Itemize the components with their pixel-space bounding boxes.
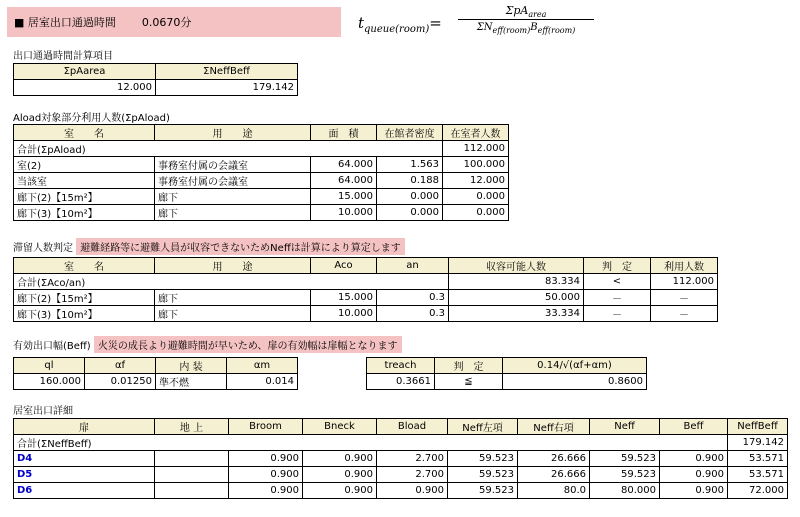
room-name: 廊下(2)【15m²】 [14, 189, 155, 205]
header-room-name: 室 名 [14, 125, 155, 141]
ql-value: 160.000 [14, 374, 85, 390]
table-row [14, 467, 788, 483]
beff-note: 火災の成長より避難時間が早いため、扉の有効幅は扉幅となります [94, 336, 402, 353]
header-judge: 判 定 [584, 258, 651, 274]
header-ground: 地 上 [155, 419, 229, 435]
stay-total-judge: < [584, 274, 651, 290]
table-row [14, 306, 718, 322]
table-row [14, 173, 509, 189]
table-row [14, 483, 788, 499]
judge-value: ≦ [435, 374, 503, 390]
room-density: 0.000 [377, 189, 443, 205]
door-neff-left: 59.523 [448, 451, 518, 467]
header-door: 扉 [14, 419, 155, 435]
beff-title: 有効出口幅(Beff) [13, 341, 91, 352]
room-area: 10.000 [311, 205, 377, 221]
table-row [14, 157, 509, 173]
sum-parea-value: 12.000 [14, 80, 156, 96]
room-judge: － [584, 290, 651, 306]
door-neff-right: 26.666 [518, 451, 590, 467]
header-alpha-m: αm [227, 358, 298, 374]
header-occupants: 在室者人数 [443, 125, 509, 141]
stay-section-header [13, 238, 405, 255]
room-an: 0.3 [377, 306, 449, 322]
door-neff-left: 59.523 [448, 483, 518, 499]
header-sum-neffbeff: ΣNeffBeff [156, 64, 298, 80]
door-beff: 0.900 [660, 483, 728, 499]
door-neff: 80.000 [590, 483, 660, 499]
interior-value: 準不燃 [156, 374, 227, 390]
room-use: 廊下 [155, 205, 311, 221]
door-ground [155, 467, 229, 483]
stay-note: 避難経路等に避難人員が収容できないためNeffは計算により算定します [76, 238, 405, 255]
stay-title: 滞留人数判定 [13, 243, 73, 254]
door-bneck: 0.900 [303, 483, 377, 499]
stay-total-label: 合計(ΣAco/an) [14, 274, 449, 290]
door-broom: 0.900 [229, 451, 303, 467]
alpha-m-value: 0.014 [227, 374, 298, 390]
aload-total-row [14, 141, 509, 157]
queue-time-formula [358, 4, 598, 40]
room-people: 100.000 [443, 157, 509, 173]
door-neff: 59.523 [590, 451, 660, 467]
table-row [14, 205, 509, 221]
stay-total-row [14, 274, 718, 290]
room-density: 0.000 [377, 205, 443, 221]
header-neffbeff: NeffBeff [728, 419, 788, 435]
header-capacity: 収容可能人数 [449, 258, 584, 274]
door-neff-right: 26.666 [518, 467, 590, 483]
formula-denominator: $\Sigma N_{eff(room)}B_{eff(room)}$ [476, 22, 576, 35]
room-area: 15.000 [311, 189, 377, 205]
aload-table [13, 124, 509, 221]
header-room-name: 室 名 [14, 258, 155, 274]
door-ground [155, 451, 229, 467]
beff-left-table [13, 357, 298, 390]
exit-detail-title: 居室出口詳細 [13, 406, 73, 417]
door-bneck: 0.900 [303, 467, 377, 483]
header-bload: Bload [377, 419, 448, 435]
room-area: 64.000 [311, 173, 377, 189]
room-capacity: 33.334 [449, 306, 584, 322]
door-neff-right: 80.0 [518, 483, 590, 499]
formula-fraction [458, 4, 594, 35]
header-beff: Beff [660, 419, 728, 435]
header-an: an [377, 258, 449, 274]
alpha-f-value: 0.01250 [85, 374, 156, 390]
exit-detail-table [13, 418, 788, 499]
room-name: 廊下(3)【10m²】 [14, 306, 155, 322]
door-neffbeff: 72.000 [728, 483, 788, 499]
door-beff: 0.900 [660, 451, 728, 467]
fraction-bar [458, 19, 594, 20]
door-bload: 2.700 [377, 467, 448, 483]
header-threshold: 0.14/√(αf+αm) [503, 358, 647, 374]
header-ql: ql [14, 358, 85, 374]
room-name: 当該室 [14, 173, 155, 189]
room-use: 廊下 [155, 189, 311, 205]
header-neff-left: Neff左項 [448, 419, 518, 435]
room-use: 事務室付属の会議室 [155, 173, 311, 189]
header-bneck: Bneck [303, 419, 377, 435]
room-judge: － [584, 306, 651, 322]
exit-total-label: 合計(ΣNeffBeff) [14, 435, 728, 451]
header-use: 用 途 [155, 125, 311, 141]
header-broom: Broom [229, 419, 303, 435]
aload-total-value: 112.000 [443, 141, 509, 157]
threshold-value: 0.8600 [503, 374, 647, 390]
room-aco: 15.000 [311, 290, 377, 306]
door-broom: 0.900 [229, 467, 303, 483]
room-name: 廊下(2)【15m²】 [14, 290, 155, 306]
header-density: 在館者密度 [377, 125, 443, 141]
stay-table [13, 257, 718, 322]
door-neffbeff: 53.571 [728, 467, 788, 483]
aload-title: Aload対象部分利用人数(ΣpAload) [13, 113, 170, 124]
room-name: 廊下(3)【10m²】 [14, 205, 155, 221]
room-use: 事務室付属の会議室 [155, 157, 311, 173]
table-row [14, 451, 788, 467]
door-link[interactable]: D4 [14, 451, 155, 467]
door-neff: 59.523 [590, 467, 660, 483]
room-use: 廊下 [155, 306, 311, 322]
header-area: 面 積 [311, 125, 377, 141]
formula-lhs: $t_{queue(room)}=$ [358, 14, 442, 35]
exit-calc-title: 出口通過時間計算項目 [13, 51, 113, 62]
room-density: 1.563 [377, 157, 443, 173]
stay-total-capacity: 83.334 [449, 274, 584, 290]
table-row [14, 189, 509, 205]
sum-neffbeff-value: 179.142 [156, 80, 298, 96]
room-people: 12.000 [443, 173, 509, 189]
room-area: 64.000 [311, 157, 377, 173]
beff-right-table [366, 357, 647, 390]
beff-section-header [13, 336, 402, 353]
room-aco: 10.000 [311, 306, 377, 322]
door-bneck: 0.900 [303, 451, 377, 467]
stay-total-usage: 112.000 [651, 274, 718, 290]
formula-numerator: ΣpA$_{area}$ [505, 4, 547, 20]
door-beff: 0.900 [660, 467, 728, 483]
room-people: 0.000 [443, 189, 509, 205]
room-use: 廊下 [155, 290, 311, 306]
exit-total-row [14, 435, 788, 451]
door-bload: 2.700 [377, 451, 448, 467]
room-an: 0.3 [377, 290, 449, 306]
treach-value: 0.3661 [367, 374, 435, 390]
door-bload: 0.900 [377, 483, 448, 499]
room-density: 0.188 [377, 173, 443, 189]
header-alpha-f: αf [85, 358, 156, 374]
header-neff-right: Neff右項 [518, 419, 590, 435]
aload-total-label: 合計(ΣpAload) [14, 141, 443, 157]
room-name: 室(2) [14, 157, 155, 173]
header-banner [7, 7, 341, 37]
exit-calc-table [13, 63, 298, 96]
table-row [14, 290, 718, 306]
door-neff-left: 59.523 [448, 467, 518, 483]
header-aco: Aco [311, 258, 377, 274]
room-usage: － [651, 306, 718, 322]
door-broom: 0.900 [229, 483, 303, 499]
room-people: 0.000 [443, 205, 509, 221]
header-judge: 判 定 [435, 358, 503, 374]
header-interior: 内 装 [156, 358, 227, 374]
exit-total-value: 179.142 [728, 435, 788, 451]
room-usage: － [651, 290, 718, 306]
door-neffbeff: 53.571 [728, 451, 788, 467]
header-neff: Neff [590, 419, 660, 435]
room-capacity: 50.000 [449, 290, 584, 306]
door-link[interactable]: D5 [14, 467, 155, 483]
section-title: ■ 居室出口通過時間 [14, 16, 116, 29]
door-ground [155, 483, 229, 499]
header-sum-parea: ΣpAarea [14, 64, 156, 80]
header-use: 用 途 [155, 258, 311, 274]
door-link[interactable]: D6 [14, 483, 155, 499]
queue-time-value: 0.0670分 [141, 16, 192, 29]
header-usage: 利用人数 [651, 258, 718, 274]
header-treach: treach [367, 358, 435, 374]
